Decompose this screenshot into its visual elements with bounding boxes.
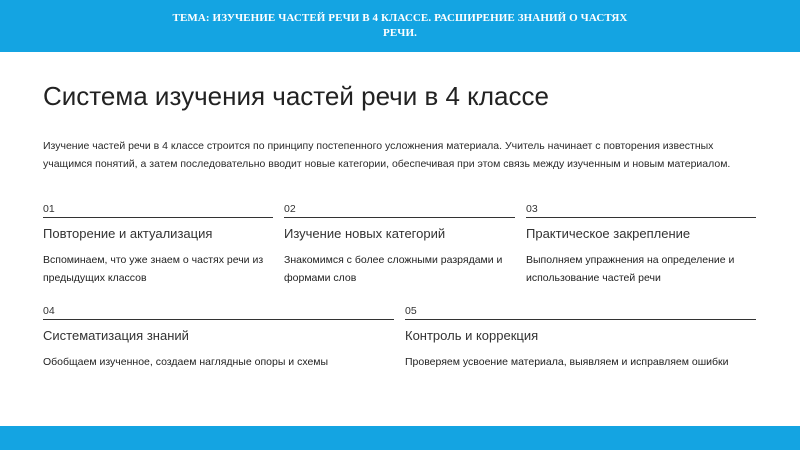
top-banner	[0, 0, 800, 52]
bottom-bar	[0, 426, 800, 450]
step-title: Систематизация знаний	[43, 328, 189, 343]
step-card-02	[284, 203, 515, 287]
step-number: 03	[526, 203, 756, 218]
step-title: Изучение новых категорий	[284, 226, 446, 241]
step-card-04	[43, 305, 394, 371]
step-title: Повторение и актуализация	[43, 226, 213, 241]
step-number: 04	[43, 305, 394, 320]
step-number: 01	[43, 203, 273, 218]
step-card-03	[526, 203, 756, 287]
banner-topic-text: ТЕМА: ИЗУЧЕНИЕ ЧАСТЕЙ РЕЧИ В 4 КЛАССЕ. РАСШИРЕНИЕ ЗНАНИЙ О ЧАСТЯХ РЕЧИ.	[172, 12, 628, 39]
step-title: Практическое закрепление	[526, 226, 691, 241]
step-description: Знакомимся с более сложными разрядами и формами слов	[284, 254, 503, 284]
step-title: Контроль и коррекция	[405, 328, 539, 343]
step-description: Обобщаем изученное, создаем наглядные опоры и схемы	[43, 356, 329, 368]
intro-paragraph: Изучение частей речи в 4 классе строится по принципу постепенного усложнения материала. Учитель начинает с повторения известных учащимся понятий, а затем последовательно вводит новые категории, обеспечивая при этом связь между изученным и новым материалом.	[43, 140, 731, 170]
step-card-05	[405, 305, 756, 371]
step-description: Проверяем усвоение материала, выявляем и исправляем ошибки	[405, 356, 729, 368]
step-number: 02	[284, 203, 515, 218]
step-description: Вспоминаем, что уже знаем о частях речи из предыдущих классов	[43, 254, 264, 284]
page-title: Система изучения частей речи в 4 классе	[43, 81, 549, 111]
step-description: Выполняем упражнения на определение и использование частей речи	[526, 254, 735, 284]
step-number: 05	[405, 305, 756, 320]
step-card-01	[43, 203, 273, 287]
